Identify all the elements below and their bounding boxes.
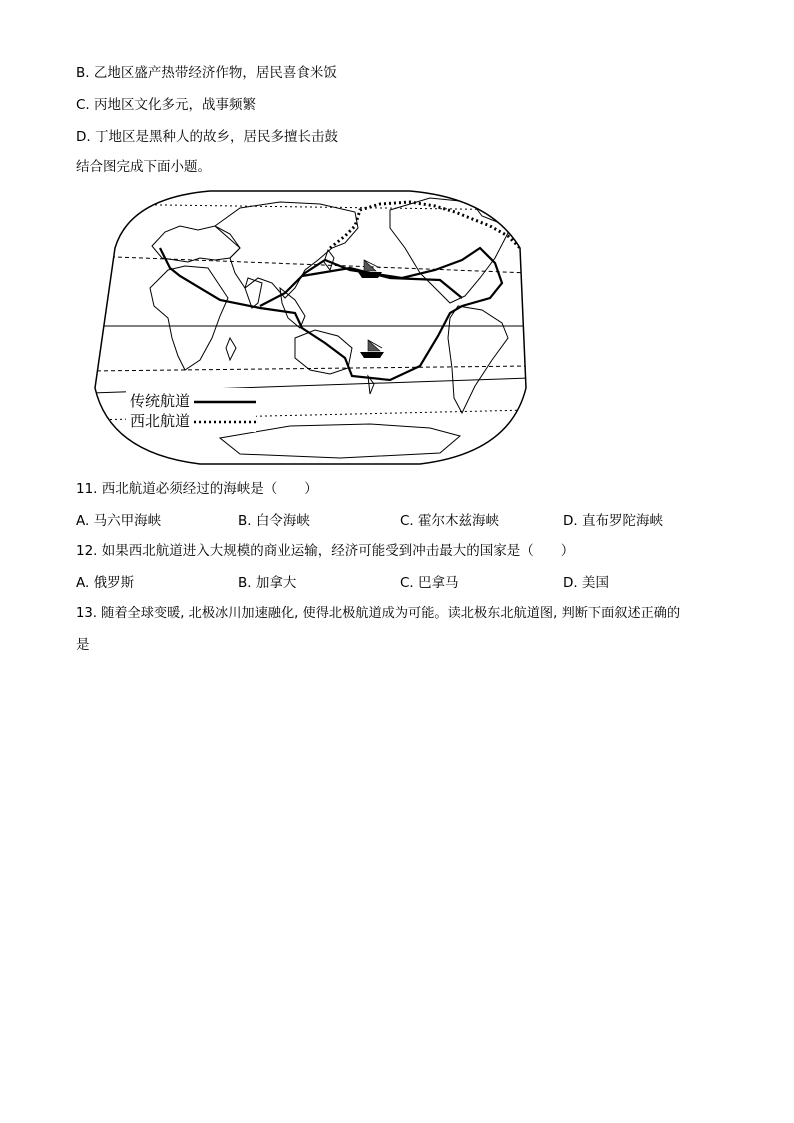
arctic-circle-line xyxy=(90,204,530,210)
q12-option-a[interactable]: A. 俄罗斯 xyxy=(76,575,135,591)
question-12-stem: 12. 如果西北航道进入大规模的商业运输，经济可能受到冲击最大的国家是（ ） xyxy=(76,543,575,559)
option-d-text: D. 丁地区是黑种人的故乡，居民多擅长击鼓 xyxy=(76,129,338,145)
q12-option-b[interactable]: B. 加拿大 xyxy=(238,575,297,591)
q11-option-d[interactable]: D. 直布罗陀海峡 xyxy=(563,513,663,529)
traditional-route-pacific xyxy=(302,268,462,298)
q11-option-c[interactable]: C. 霍尔木兹海峡 xyxy=(400,513,500,529)
legend-northwest-label: 西北航道 xyxy=(130,412,191,430)
legend-traditional-label: 传统航道 xyxy=(130,392,191,410)
question-13-stem-line2: 是 xyxy=(76,637,90,653)
world-map-svg xyxy=(90,188,530,468)
question-11-stem: 11. 西北航道必须经过的海峡是（ ） xyxy=(76,481,318,497)
world-map-figure xyxy=(90,188,530,468)
ship-icon xyxy=(360,340,384,358)
option-b-text: B. 乙地区盛产热带经济作物，居民喜食米饭 xyxy=(76,65,337,81)
q12-option-d[interactable]: D. 美国 xyxy=(563,575,609,591)
south-america-continent xyxy=(448,306,508,413)
q11-option-b[interactable]: B. 白令海峡 xyxy=(238,513,310,529)
intro-text: 结合图完成下面小题。 xyxy=(76,159,211,175)
india-subcontinent xyxy=(245,278,262,308)
ship-icon xyxy=(358,260,382,278)
q12-option-c[interactable]: C. 巴拿马 xyxy=(400,575,459,591)
asia-continent xyxy=(215,202,358,298)
option-c-text: C. 丙地区文化多元，战事频繁 xyxy=(76,97,257,113)
madagascar-island xyxy=(226,338,236,360)
australia-continent xyxy=(295,330,352,374)
q11-option-a[interactable]: A. 马六甲海峡 xyxy=(76,513,162,529)
question-13-stem-line1: 13. 随着全球变暖, 北极冰川加速融化, 使得北极航道成为可能。读北极东北航道图, 判断下面叙述正确的 xyxy=(76,606,681,621)
